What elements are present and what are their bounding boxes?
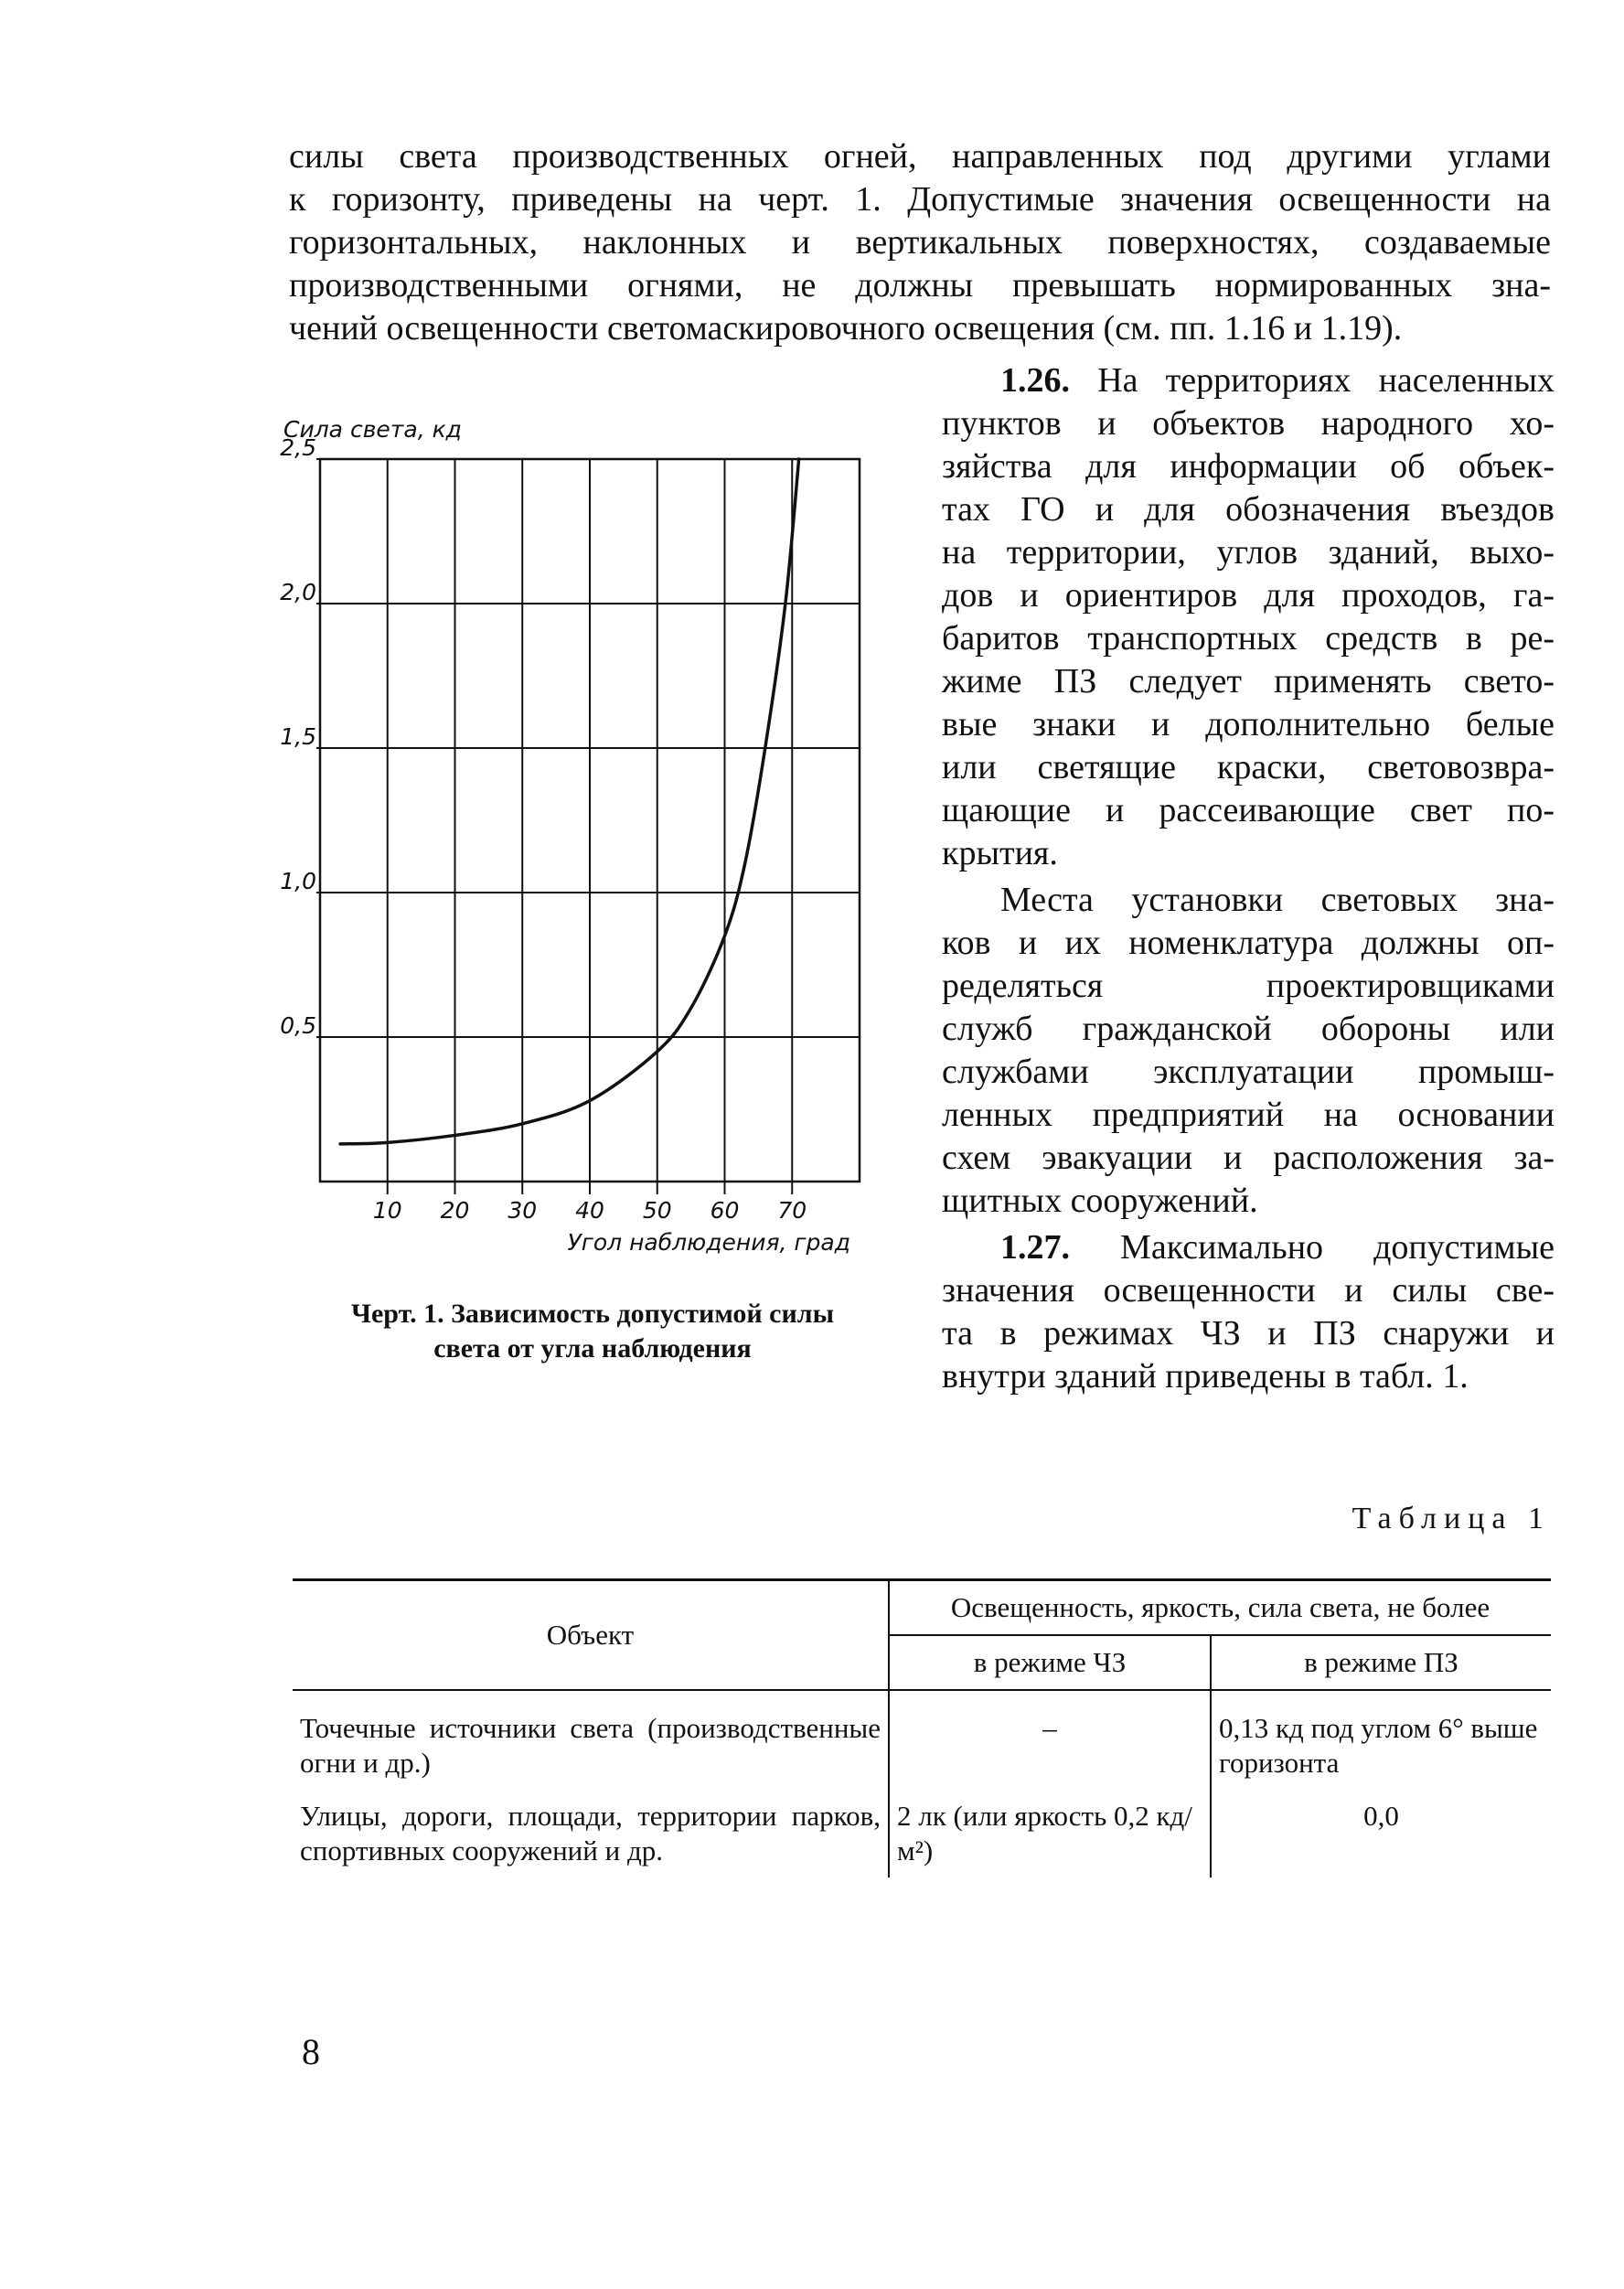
y-tick-label: 1,0 (280, 868, 316, 894)
table-1 (293, 1578, 1551, 1877)
text-line: ленных предприятий на основании (942, 1096, 1555, 1134)
text-line: баритов транспортных средств в ре- (942, 619, 1555, 658)
text-line: на территории, углов зданий, выхо- (942, 533, 1555, 572)
text-line: производственными огнями, не должны превышать нормированных зна- (289, 266, 1551, 305)
text-line: ределяться проектировщиками (942, 967, 1555, 1005)
text-line: та в режимах ЧЗ и ПЗ снаружи и (942, 1314, 1555, 1353)
column-header-pz: в режиме ПЗ (1211, 1635, 1551, 1690)
table-title: Таблица 1 (1352, 1502, 1551, 1535)
x-tick-label: 70 (777, 1197, 807, 1224)
x-tick-label: 20 (440, 1197, 470, 1224)
y-tick-label: 2,5 (280, 434, 316, 461)
cell-object: Улицы, дороги, площади, территории парков, спортивных сооружений и др. (300, 1800, 881, 1866)
text-line: жиме ПЗ следует применять свето- (942, 662, 1555, 701)
column-header-group: Освещенность, яркость, сила света, не более (889, 1580, 1551, 1636)
x-tick-label: 60 (710, 1197, 740, 1224)
text-line: Места установки световых зна- (1000, 881, 1555, 919)
text-line: или светящие краски, световозвра- (942, 748, 1555, 786)
chart-svg (274, 402, 878, 1256)
table-row (293, 1790, 1551, 1877)
y-tick-label: 1,5 (280, 723, 316, 750)
text-line: к горизонту, приведены на черт. 1. Допустимые значения освещенности на (289, 180, 1551, 219)
text-line: горизонтальных, наклонных и вертикальных поверхностях, создаваемые (289, 223, 1551, 262)
text-fragment: На территориях населенных (1097, 361, 1555, 400)
x-tick-label: 10 (372, 1197, 402, 1224)
text-line: зяйства для информации об объек- (942, 447, 1555, 486)
y-axis-title: Сила света, кд (283, 416, 462, 443)
page-number: 8 (302, 2031, 320, 2072)
y-tick-label: 0,5 (280, 1012, 316, 1039)
text-line: щающие и рассеивающие свет по- (942, 791, 1555, 829)
text-fragment: Максимально допустимые (1120, 1228, 1555, 1267)
text-line: служб гражданской обороны или (942, 1010, 1555, 1048)
cell-pz: 0,0 (1211, 1790, 1551, 1877)
intro-paragraph (289, 135, 1551, 350)
cell-cz: – (889, 1690, 1211, 1790)
text-line: внутри зданий приведены в табл. 1. (942, 1357, 1469, 1396)
cell-object: Точечные источники света (производственные огни и др.) (300, 1712, 881, 1779)
text-line: тах ГО и для обозначения въездов (942, 490, 1555, 529)
text-line: щитных сооружений. (942, 1182, 1258, 1220)
section-number: 1.27. (1000, 1228, 1070, 1267)
x-tick-label: 40 (575, 1197, 604, 1224)
text-line: чений освещенности светомаскировочного освещения (см. пп. 1.16 и 1.19). (289, 309, 1403, 348)
text-line: вые знаки и дополнительно белые (942, 705, 1555, 743)
text-line: службами эксплуатации промыш- (942, 1053, 1555, 1091)
caption-line: Черт. 1. Зависимость допустимой силы (350, 1299, 835, 1329)
text-line: ков и их номенклатура должны оп- (942, 924, 1555, 962)
y-tick-label: 2,0 (280, 579, 316, 605)
text-line: значения освещенности и силы све- (942, 1271, 1555, 1310)
cell-pz: 0,13 кд под углом 6° выше горизонта (1211, 1690, 1551, 1790)
x-tick-label: 30 (508, 1197, 538, 1224)
figure-caption (291, 1297, 894, 1366)
text-line (942, 1226, 1555, 1269)
text-line: схем эвакуации и расположения за- (942, 1139, 1555, 1177)
x-tick-label: 50 (642, 1197, 672, 1224)
x-axis-title: Угол наблюдения, град (567, 1229, 850, 1256)
text-line (942, 359, 1555, 402)
table-header-row (293, 1580, 1551, 1636)
data-table (293, 1578, 1551, 1877)
text-line: пунктов и объектов народного хо- (942, 404, 1555, 443)
text-line: силы света производственных огней, направленных под другими углами (289, 137, 1551, 176)
column-header-cz: в режиме ЧЗ (889, 1635, 1211, 1690)
right-column-text (942, 359, 1555, 1398)
series-line (340, 459, 799, 1144)
text-line: крытия. (942, 834, 1058, 872)
text-line: дов и ориентиров для проходов, га- (942, 576, 1555, 615)
caption-line: света от угла наблюдения (433, 1333, 752, 1364)
column-header-object: Объект (293, 1580, 889, 1691)
table-row (293, 1690, 1551, 1790)
figure-1-chart (274, 402, 878, 1256)
section-number: 1.26. (1000, 361, 1070, 400)
cell-cz: 2 лк (или яркость 0,2 кд/м²) (889, 1790, 1211, 1877)
